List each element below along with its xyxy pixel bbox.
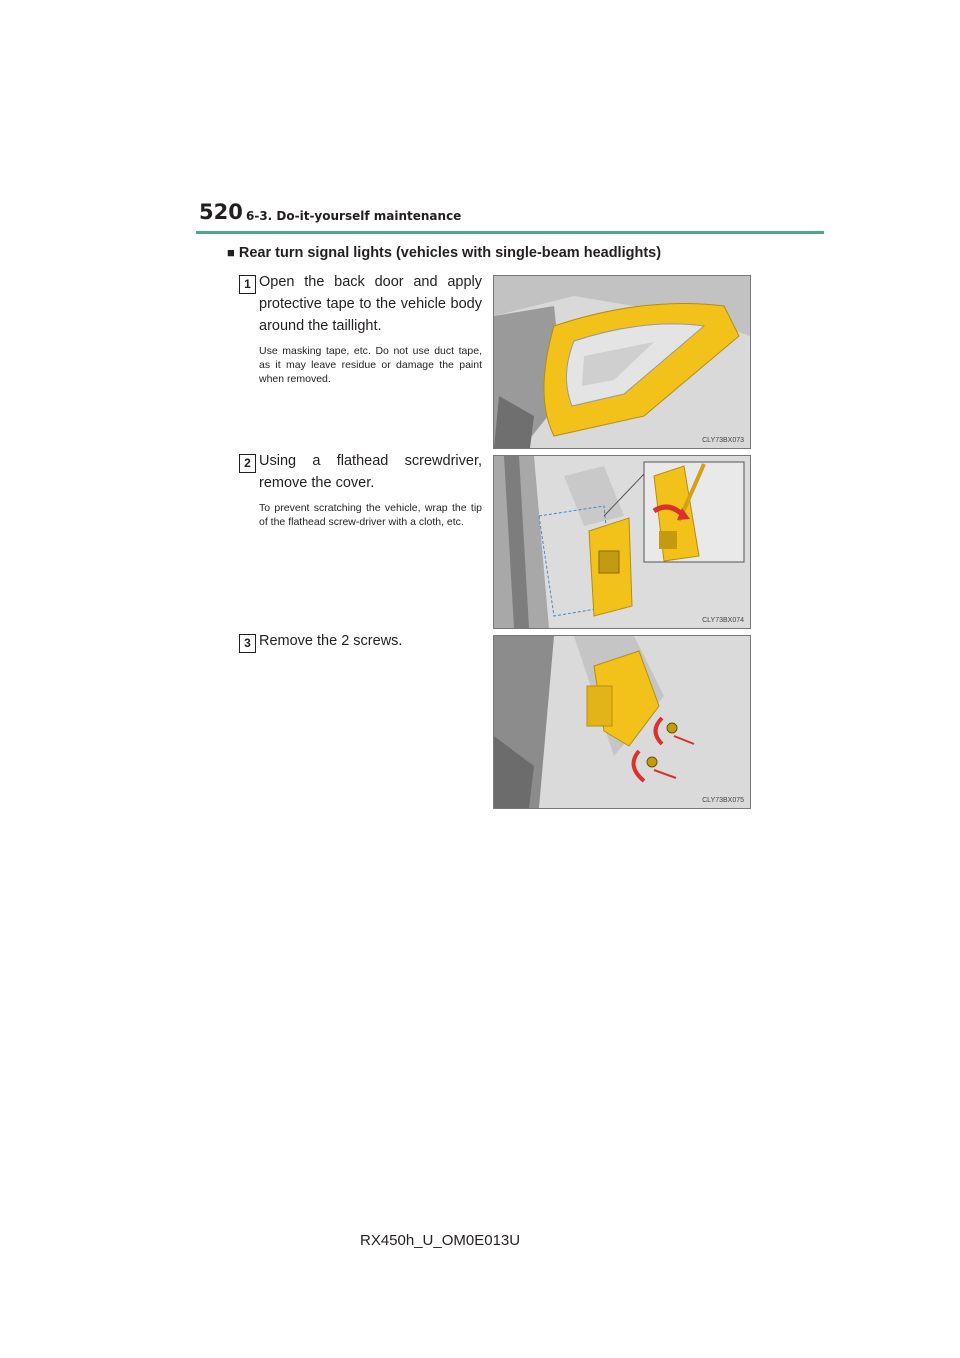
figure-3-code: CLY73BX075 [702, 797, 744, 804]
section-title: 6-3. Do-it-yourself maintenance [246, 209, 462, 223]
page-number: 520 [199, 200, 243, 224]
subheading-marker: ■ [227, 245, 235, 260]
subheading [227, 245, 661, 261]
subheading-text: Rear turn signal lights (vehicles with single-beam headlights) [238, 245, 662, 261]
header-rule [196, 231, 824, 234]
figure-remove-cover [493, 455, 751, 629]
step-1-number: 1 [239, 275, 256, 294]
figure-remove-screws [493, 635, 751, 809]
remove-cover-illustration [494, 456, 750, 628]
remove-screws-illustration [494, 636, 750, 808]
step-3-text: Remove the 2 screws. [259, 633, 403, 649]
figure-2-code: CLY73BX074 [702, 617, 744, 624]
step-1-note: Use masking tape, etc. Do not use duct tape, as it may leave residue or damage the paint when removed. [259, 345, 482, 385]
figure-taillight-tape [493, 275, 751, 449]
step-3-number: 3 [239, 634, 256, 653]
step-2-note: To prevent scratching the vehicle, wrap the tip of the flathead screw-driver with a cloth, etc. [259, 502, 482, 528]
figure-1-code: CLY73BX073 [702, 437, 744, 444]
step-2-text: Using a flathead screwdriver, remove the cover. [259, 453, 482, 491]
step-1-text: Open the back door and apply protective tape to the vehicle body around the taillight. [259, 274, 482, 334]
footer-model-code: RX450h_U_OM0E013U [360, 1232, 521, 1249]
step-2-number: 2 [239, 454, 256, 473]
taillight-tape-illustration [494, 276, 750, 448]
